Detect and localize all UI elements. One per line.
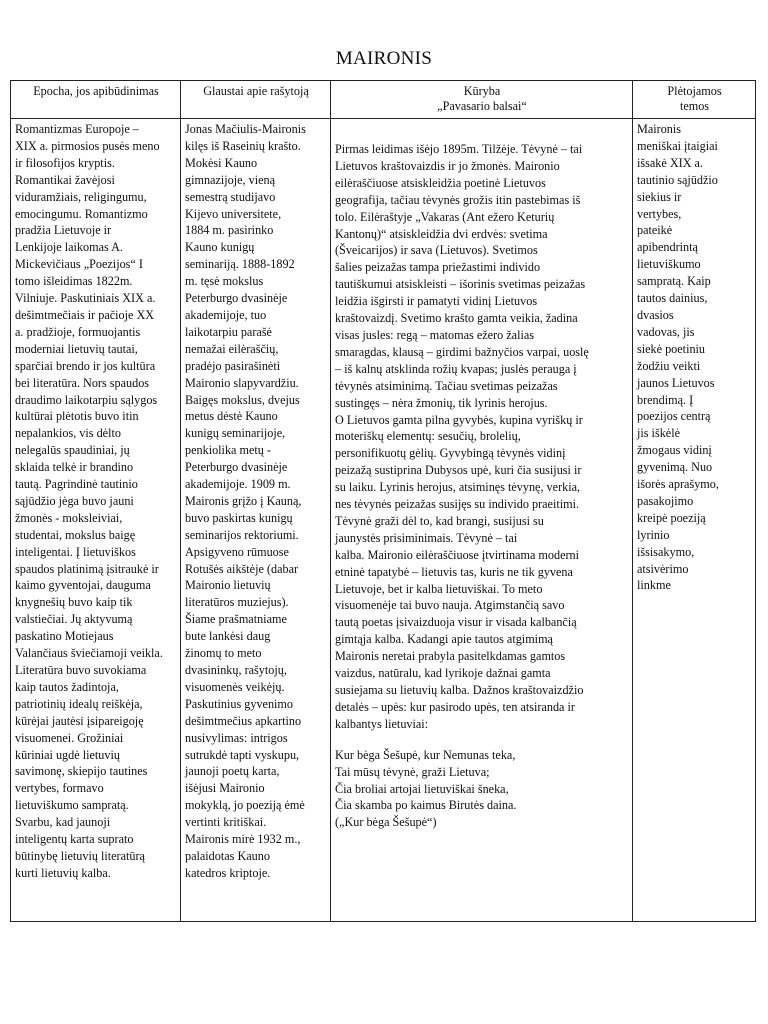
table-content-row <box>11 119 756 922</box>
works-cell <box>331 119 633 922</box>
info-table <box>10 80 756 922</box>
header-epoch <box>11 81 181 119</box>
header-works-label: Kūryba <box>463 84 501 98</box>
header-author-label: Glaustai apie rašytoją <box>203 84 309 98</box>
works-text: Pirmas leidimas išėjo 1895m. Tilžėje. Tėvynė – tai Lietuvos kraštovaizdis ir jo žmonės. Maironio eilėraščiuose atsiskleidžia poetinė Lietuvos geografija, tačiau tėvynės grožis itin pastebimas iš tolo. Eilėraštyje „Vakaras (Ant ežero Keturių Kantonų)“ atsiskleidžia dvi erdvės: svetima (Šveicarijos) ir sava (Lietuvos). Svetimos šalies peizažas tampa priežastimi individo tautiškumui atsiskleisti – išorinis svetimas peizažas leidžia išgirsti ir pamatyti vidinį Lietuvos kraštovaizdį. Svetimo krašto gamta veikia, žadina visas jusles: regą – matomas ežero žalias smaragdas, klausą – girdimi bažnyčios varpai, uoslę – iš kalnų atsklinda rožių kvapas; juslės perauga į tėvynės atsiminimą. Tačiau svetimas peizažas sustingęs – nėra žmonių, tik lyrinis herojus. O Lietuvos gamta pilna gyvybės, kupina vyriškų ir moteriškų elementų: sesučių, brolelių, personifikuotų gėlių. Gyvybingą tėvynės vidinį peizažą sustiprina Dubysos upė, kuri čia susijusi ir su laiku. Lyrinis herojus, atsiminęs tėvynę, verkia, nes tėvynės peizažas susijęs su individo praeitimi. Tėvynė graži dėl to, kad brangi, susijusi su jaunystės prisiminimais. Tėvynė – tai kalba. Maironio eilėraščiuose įtvirtinama moderni etninė tapatybė – lietuvis tas, kuris ne tik gyvena Lietuvoje, bet ir kalba lietuviškai. To meto visuomenėje tai buvo nauja. Atgimstančią savo tautą poetas įsivaizduoja visur ir visada kalbančią gimtąja kalba. Kadangi apie tautos atgimimą Maironis neretai prabyla pasitelkdamas gamtos vaizdus, natūralu, kad lyrikoje dažnai gamta susiejama su lietuvių kalba. Dažnos kraštovaizdžio detalės – upės: kur pasirodo upės, ten atsiranda ir kalbantys lietuviai: <box>335 142 589 731</box>
table-header-row <box>11 81 756 119</box>
page-title: MAIRONIS <box>335 48 433 69</box>
author-cell: Jonas Mačiulis-Maironis kilęs iš Raseinių krašto. Mokėsi Kauno gimnazijoje, vieną semestrą studijavo Kijevo universitete, 1884 m. pasirinko Kauno kunigų seminariją. 1888-1892 m. tęsė mokslus Peterburgo dvasinėje akademijoje, tuo laikotarpiu parašė nemažai eilėraščių, pradėjo pasirašinėti Maironio slapyvardžiu. Baigęs mokslus, dvejus metus dėstė Kauno kunigų seminarijoje, penkiolika metų - Peterburgo dvasinėje akademijoje. 1909 m. Maironis grįžo į Kauną, buvo paskirtas kunigų seminarijos rektoriumi. Apsigyveno rūmuose Rotušės aikštėje (dabar Maironio lietuvių literatūros muziejus). Šiame prašmatniame bute lankėsi daug žinomų to meto dvasininkų, rašytojų, visuomenės veikėjų. Paskutinius gyvenimo dešimtmečius apkartino nusivylimas: intrigos sutrukdė tapti vyskupu, jaunoji poetų karta, išėjusi Maironio mokyklą, jo poeziją ėmė vertinti kritiškai. Maironis mirė 1932 m., palaidotas Kauno katedros kriptoje. <box>181 119 331 922</box>
header-themes-label: Plėtojamos temos <box>667 84 722 113</box>
header-epoch-label: Epocha, jos apibūdinimas <box>33 84 159 98</box>
themes-cell: Maironis meniškai įtaigiai išsakė XIX a. tautinio sąjūdžio siekius ir vertybes, pateikė apibendrintą lietuviškumo sampratą. Kaip tautos dainius, dvasios vadovas, jis siekė poetiniu žodžiu veikti jaunos Lietuvos brendimą. Į poezijos centrą jis iškėlė žmogaus vidinį gyvenimą. Nuo išorės aprašymo, pasakojimo kreipė poeziją lyrinio išsisakymo, atsivėrimo linkme <box>633 119 756 922</box>
poem-quote: Kur bėga Šešupė, kur Nemunas teka, Tai mūsų tėvynė, graži Lietuva; Čia broliai artojai lietuviškai šneka, Čia skamba po kaimus Birutės daina. („Kur bėga Šešupė“) <box>335 747 517 830</box>
header-author <box>181 81 331 119</box>
header-themes <box>633 81 756 119</box>
header-works <box>331 81 633 119</box>
epoch-cell: Romantizmas Europoje – XIX a. pirmosios pusės meno ir filosofijos kryptis. Romantikai žavėjosi viduramžiais, religingumu, emocingumu. Romantizmo pradžia Lietuvoje ir Lenkijoje laikomas A. Mickevičiaus „Poezijos“ I tomo išleidimas 1822m. Vilniuje. Paskutiniais XIX a. dešimtmečiais ir pačioje XX a. pradžioje, formuojantis moderniai lietuvių tautai, sparčiai brendo ir jos kultūra bei literatūra. Nors spaudos draudimo laikotarpiu sąlygos kultūrai plėtotis buvo itin nepalankios, vis dėlto nelegalūs spaudiniai, jų sklaida telkė ir brandino tautą. Pagrindinė tautinio sąjūdžio jėga buvo jauni žmonės - moksleiviai, studentai, mokslus baigę inteligentai. Į lietuviškos spaudos platinimą įsitraukė ir kaimo gyventojai, dauguma knygnešių buvo kaip tik valstiečiai. Jų aktyvumą paskatino Motiejaus Valančiaus šviečiamoji veikla. Literatūra buvo suvokiama kaip tautos žadintoja, patriotinių idealų reiškėja, kūrėjai jautėsi įsipareigoję visuomenei. Grožiniai kūriniai ugdė lietuvių savimonę, skiepijo tautines vertybes, formavo lietuviškumo sampratą. Svarbu, kad jaunoji inteligentų karta suprato būtinybę lietuvių literatūrą kurti lietuvių kalba. <box>11 119 181 922</box>
header-works-subtitle: „Pavasario balsai“ <box>437 99 527 113</box>
